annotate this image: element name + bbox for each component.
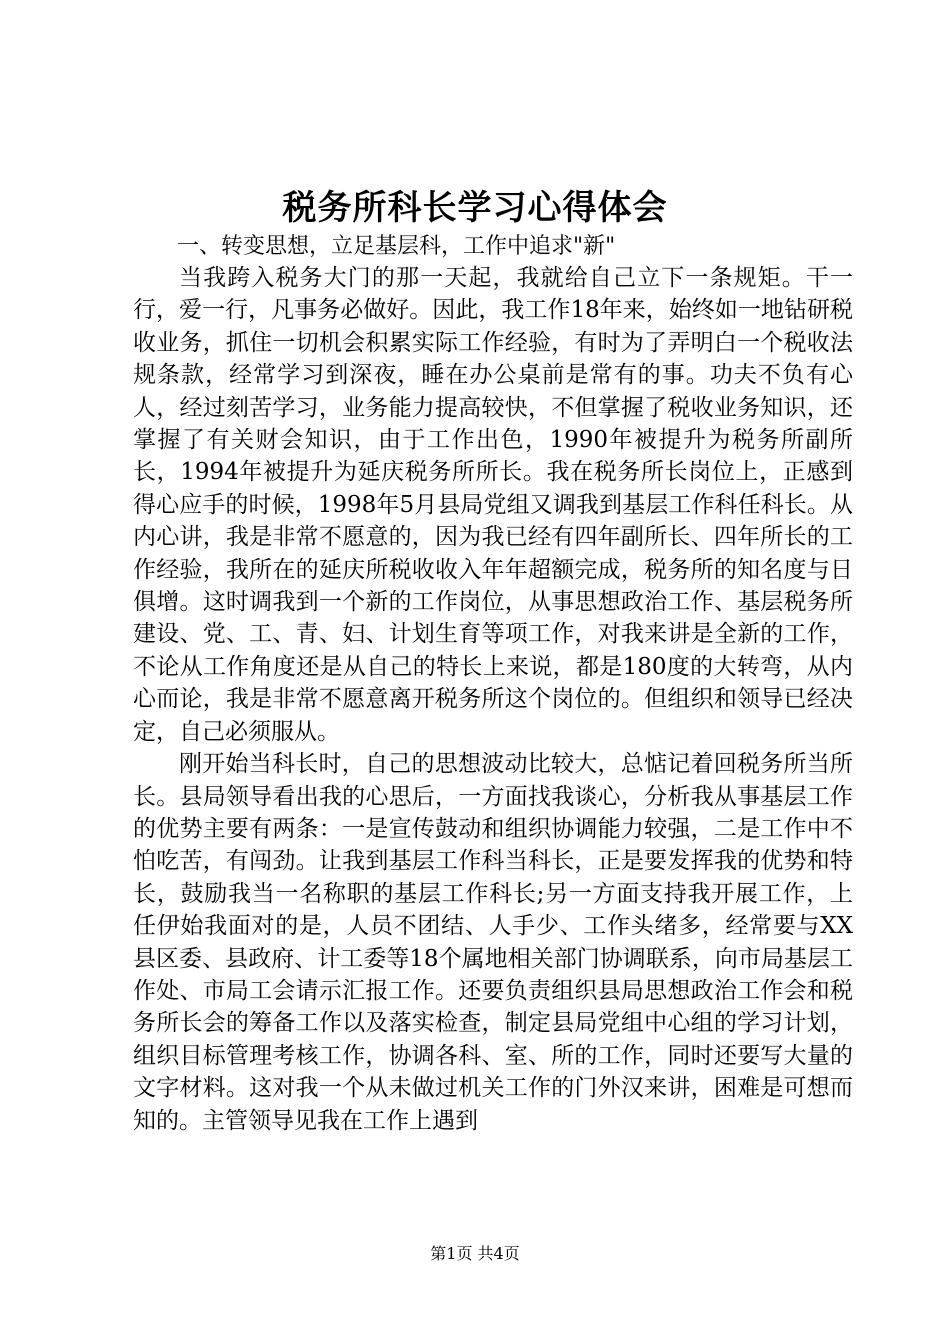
page-number-footer: 第1页 共4页 — [430, 1244, 520, 1263]
paragraph-1: 当我跨入税务大门的那一天起，我就给自己立下一条规矩。干一行，爱一行，凡事务必做好。因此，我工作18年来，始终如一地钻研税收业务，抓住一切机会积累实际工作经验，有时为了弄明白一个税收法规条款，经常学习到深夜，睡在办公桌前是常有的事。功夫不负有心人，经过刻苦学习，业务能力提高较快，不但掌握了税收业务知识，还掌握了有关财会知识，由于工作出色，1990年被提升为税务所副所长，1994年被提升为延庆税务所所长。我在税务所长岗位上，正感到得心应手的时候，1998年5月县局党组又调我到基层工作科任科长。从内心讲，我是非常不愿意的，因为我已经有四年副所长、四年所长的工作经验，我所在的延庆所税收收入年年超额完成，税务所的知名度与日俱增。这时调我到一个新的工作岗位，从事思想政治工作、基层税务所建设、党、工、青、妇、计划生育等项工作，对我来讲是全新的工作，不论从工作角度还是从自己的特长上来说，都是180度的大转弯，从内心而论，我是非常不愿意离开税务所这个岗位的。但组织和领导已经决定，自己必须服从。 — [133, 265, 853, 745]
document-body — [133, 232, 853, 1137]
paragraph-2: 刚开始当科长时，自己的思想波动比较大，总惦记着回税务所当所长。县局领导看出我的心思后，一方面找我谈心，分析我从事基层工作的优势主要有两条：一是宣传鼓动和组织协调能力较强，二是工作中不怕吃苦，有闯劲。让我到基层工作科当科长，正是要发挥我的优势和特长，鼓励我当一名称职的基层工作科长;另一方面支持我开展工作，上任伊始我面对的是，人员不团结、人手少、工作头绪多，经常要与XX县区委、县政府、计工委等18个属地相关部门协调联系，向市局基层工作处、市局工会请示汇报工作。还要负责组织县局思想政治工作会和税务所长会的筹备工作以及落实检查，制定县局党组中心组的学习计划，组织目标管理考核工作，协调各科、室、所的工作，同时还要写大量的文字材料。这对我一个从未做过机关工作的门外汉来讲，困难是可想而知的。主管领导见我在工作上遇到 — [133, 751, 853, 1134]
section-heading: 一、转变思想，立足基层科，工作中追求"新" — [177, 234, 616, 259]
document-title: 税务所科长学习心得体会 — [282, 188, 668, 228]
